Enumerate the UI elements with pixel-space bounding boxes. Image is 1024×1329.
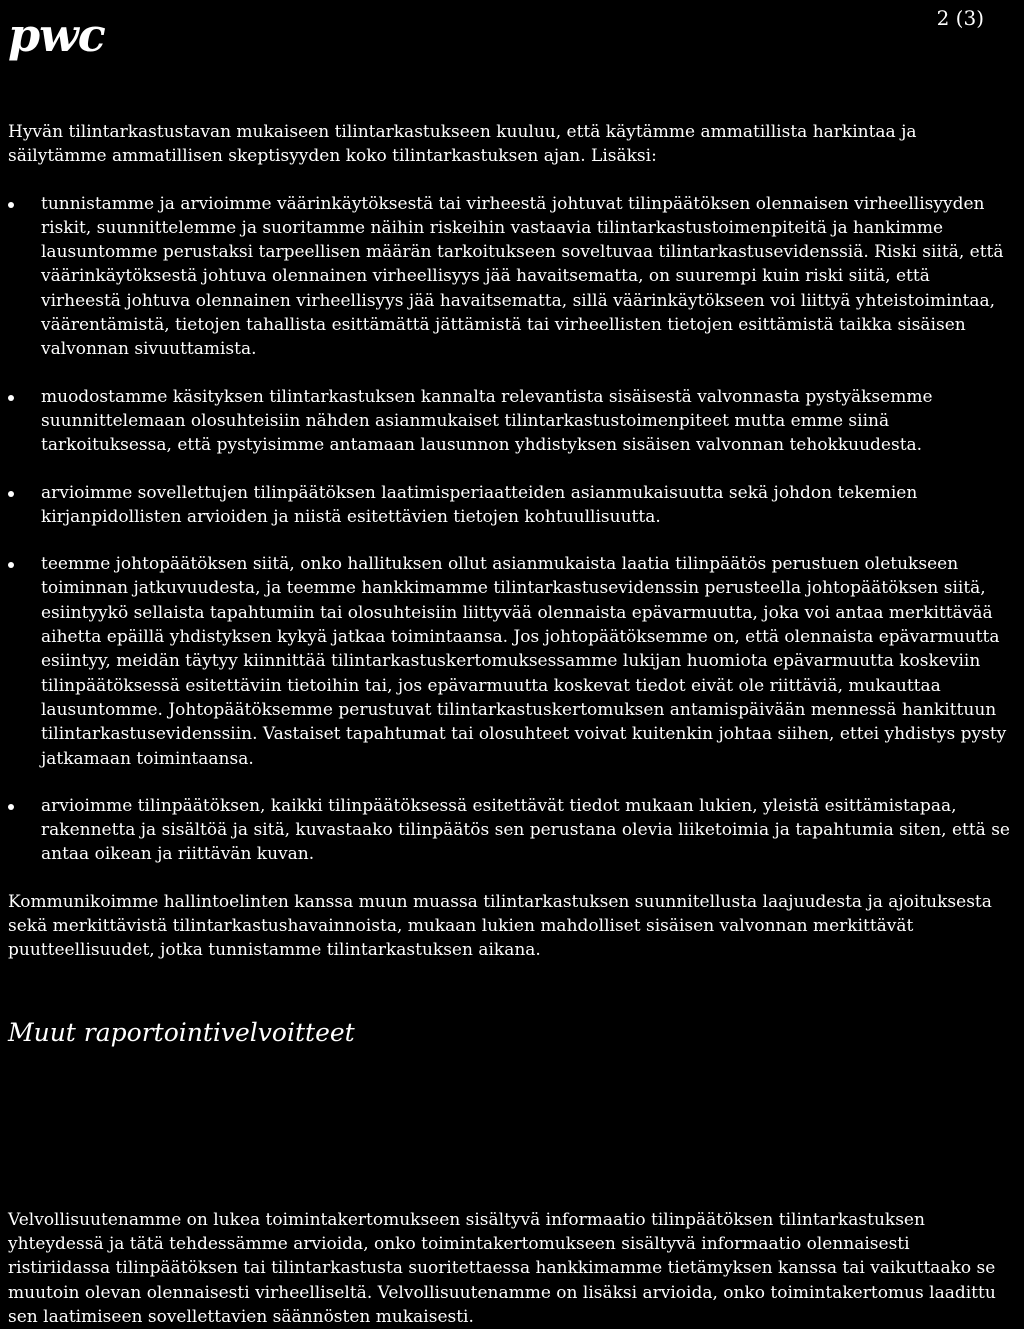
pwc-logo: pwc [8, 8, 105, 62]
list-item [8, 481, 1012, 530]
communication-paragraph: Kommunikoimme hallintoelinten kanssa muun muassa tilintarkastuksen suunnitellusta laajuudesta ja ajoituksesta sekä merkittävistä tilintarkastushavainnoista, mukaan lukien mahdolliset sisäisen valvonnan merkittävät puutteellisuudet, jotka tunnistamme tilintarkastuksen aikana. [8, 891, 992, 961]
duty-paragraph: Velvollisuutenamme on lukea toimintakertomukseen sisältyvä informaatio tilinpäätöksen tilintarkastuksen yhteydessä ja tätä tehdessämme arvioida, onko toimintakertomukseen sisältyvä informaatio olennaisesti ristiriidassa tilinpäätöksen tai tilintarkastusta suoritettaessa hankkimamme tietämyksen kanssa tai vaikuttaako se muutoin olevan olennaisesti virheelliseltä. Velvollisuutenamme on lisäksi arvioida, onko toimintakertomus laadittu sen laatimiseen sovellettavien säännösten mukaisesti. [8, 1209, 996, 1327]
list-item [8, 385, 1012, 458]
section-heading: Muut raportointivelvoitteet [8, 1017, 355, 1047]
page-number: 2 (3) [936, 6, 984, 30]
list-item-text: teemme johtopäätöksen siitä, onko hallituksen ollut asianmukaista laatia tilinpäätös perustuen oletukseen toiminnan jatkuvuudesta, ja teemme hankkimamme tilintarkastusevidenssin perusteella johtopäätöksen siitä, esiintyykö sellaista tapahtumiin tai olosuhteisiin liittyvää olennaista epävarmuutta, joka voi antaa merkittävää aihetta epäillä yhdistyksen kykyä jatkaa toimintaansa. Jos johtopäätöksemme on, että olennaista epävarmuutta esiintyy, meidän täytyy kiinnittää tilintarkastuskertomuksessamme lukijan huomiota epävarmuutta koskeviin tilinpäätöksessä esitettäviin tietoihin tai, jos epävarmuutta koskevat tiedot eivät ole riittäviä, mukauttaa lausuntomme. Johtopäätöksemme perustuvat tilintarkastuskertomuksen antamispäivään mennessä hankittuun tilintarkastusevidenssiin. Vastaiset tapahtumat tai olosuhteet voivat kuitenkin johtaa siihen, ettei yhdistys pysty jatkamaan toimintaansa. [41, 554, 1007, 769]
bullet-icon [8, 395, 14, 401]
document-body [8, 120, 1012, 1329]
list-item-text: muodostamme käsityksen tilintarkastuksen kannalta relevantista sisäisestä valvonnasta pystyäksemme suunnittelemaan olosuhteisiin nähden asianmukaiset tilintarkastustoimenpiteet mutta emme siinä tarkoituksessa, että pystyisimme antamaan lausunnon yhdistyksen sisäisen valvonnan tehokkuudesta. [41, 386, 933, 456]
list-item [8, 192, 1012, 362]
list-item [8, 794, 1012, 867]
bullet-list [8, 192, 1012, 867]
list-item-text: tunnistamme ja arvioimme väärinkäytöksestä tai virheestä johtuvat tilinpäätöksen olennaisen virheellisyyden riskit, suunnittelemme ja suoritamme näihin riskeihin vastaavia tilintarkastustoimenpiteitä ja hankimme lausuntomme perustaksi tarpeellisen määrän tarkoitukseen soveltuvaa tilintarkastusevidenssiä. Riski siitä, että väärinkäytöksestä johtuva olennainen virheellisyys jää havaitsematta, on suurempi kuin riski siitä, että virheestä johtuva olennainen virheellisyys jää havaitsematta, sillä väärinkäytökseen voi liittyä yhteistoimintaa, väärentämistä, tietojen tahallista esittämättä jättämistä tai virheellisten tietojen esittämistä taikka sisäisen valvonnan sivuuttamista. [41, 193, 1004, 360]
bullet-icon [8, 562, 14, 568]
list-item [8, 552, 1012, 771]
list-item-text: arvioimme sovellettujen tilinpäätöksen laatimisperiaatteiden asianmukaisuutta sekä johdon tekemien kirjanpidollisten arvioiden ja niistä esitettävien tietojen kohtuullisuutta. [41, 482, 918, 527]
bullet-icon [8, 202, 14, 208]
list-item-text: arvioimme tilinpäätöksen, kaikki tilinpäätöksessä esitettävät tiedot mukaan lukien, yleistä esittämistapaa, rakennetta ja sisältöä ja sitä, kuvastaako tilinpäätös sen perustana olevia liiketoimia ja tapahtumia siten, että se antaa oikean ja riittävän kuvan. [41, 795, 1010, 865]
bullet-icon [8, 804, 14, 810]
bullet-icon [8, 491, 14, 497]
intro-paragraph: Hyvän tilintarkastustavan mukaiseen tilintarkastukseen kuuluu, että käytämme ammatillista harkintaa ja säilytämme ammatillisen skeptisyyden koko tilintarkastuksen ajan. Lisäksi: [8, 122, 917, 167]
